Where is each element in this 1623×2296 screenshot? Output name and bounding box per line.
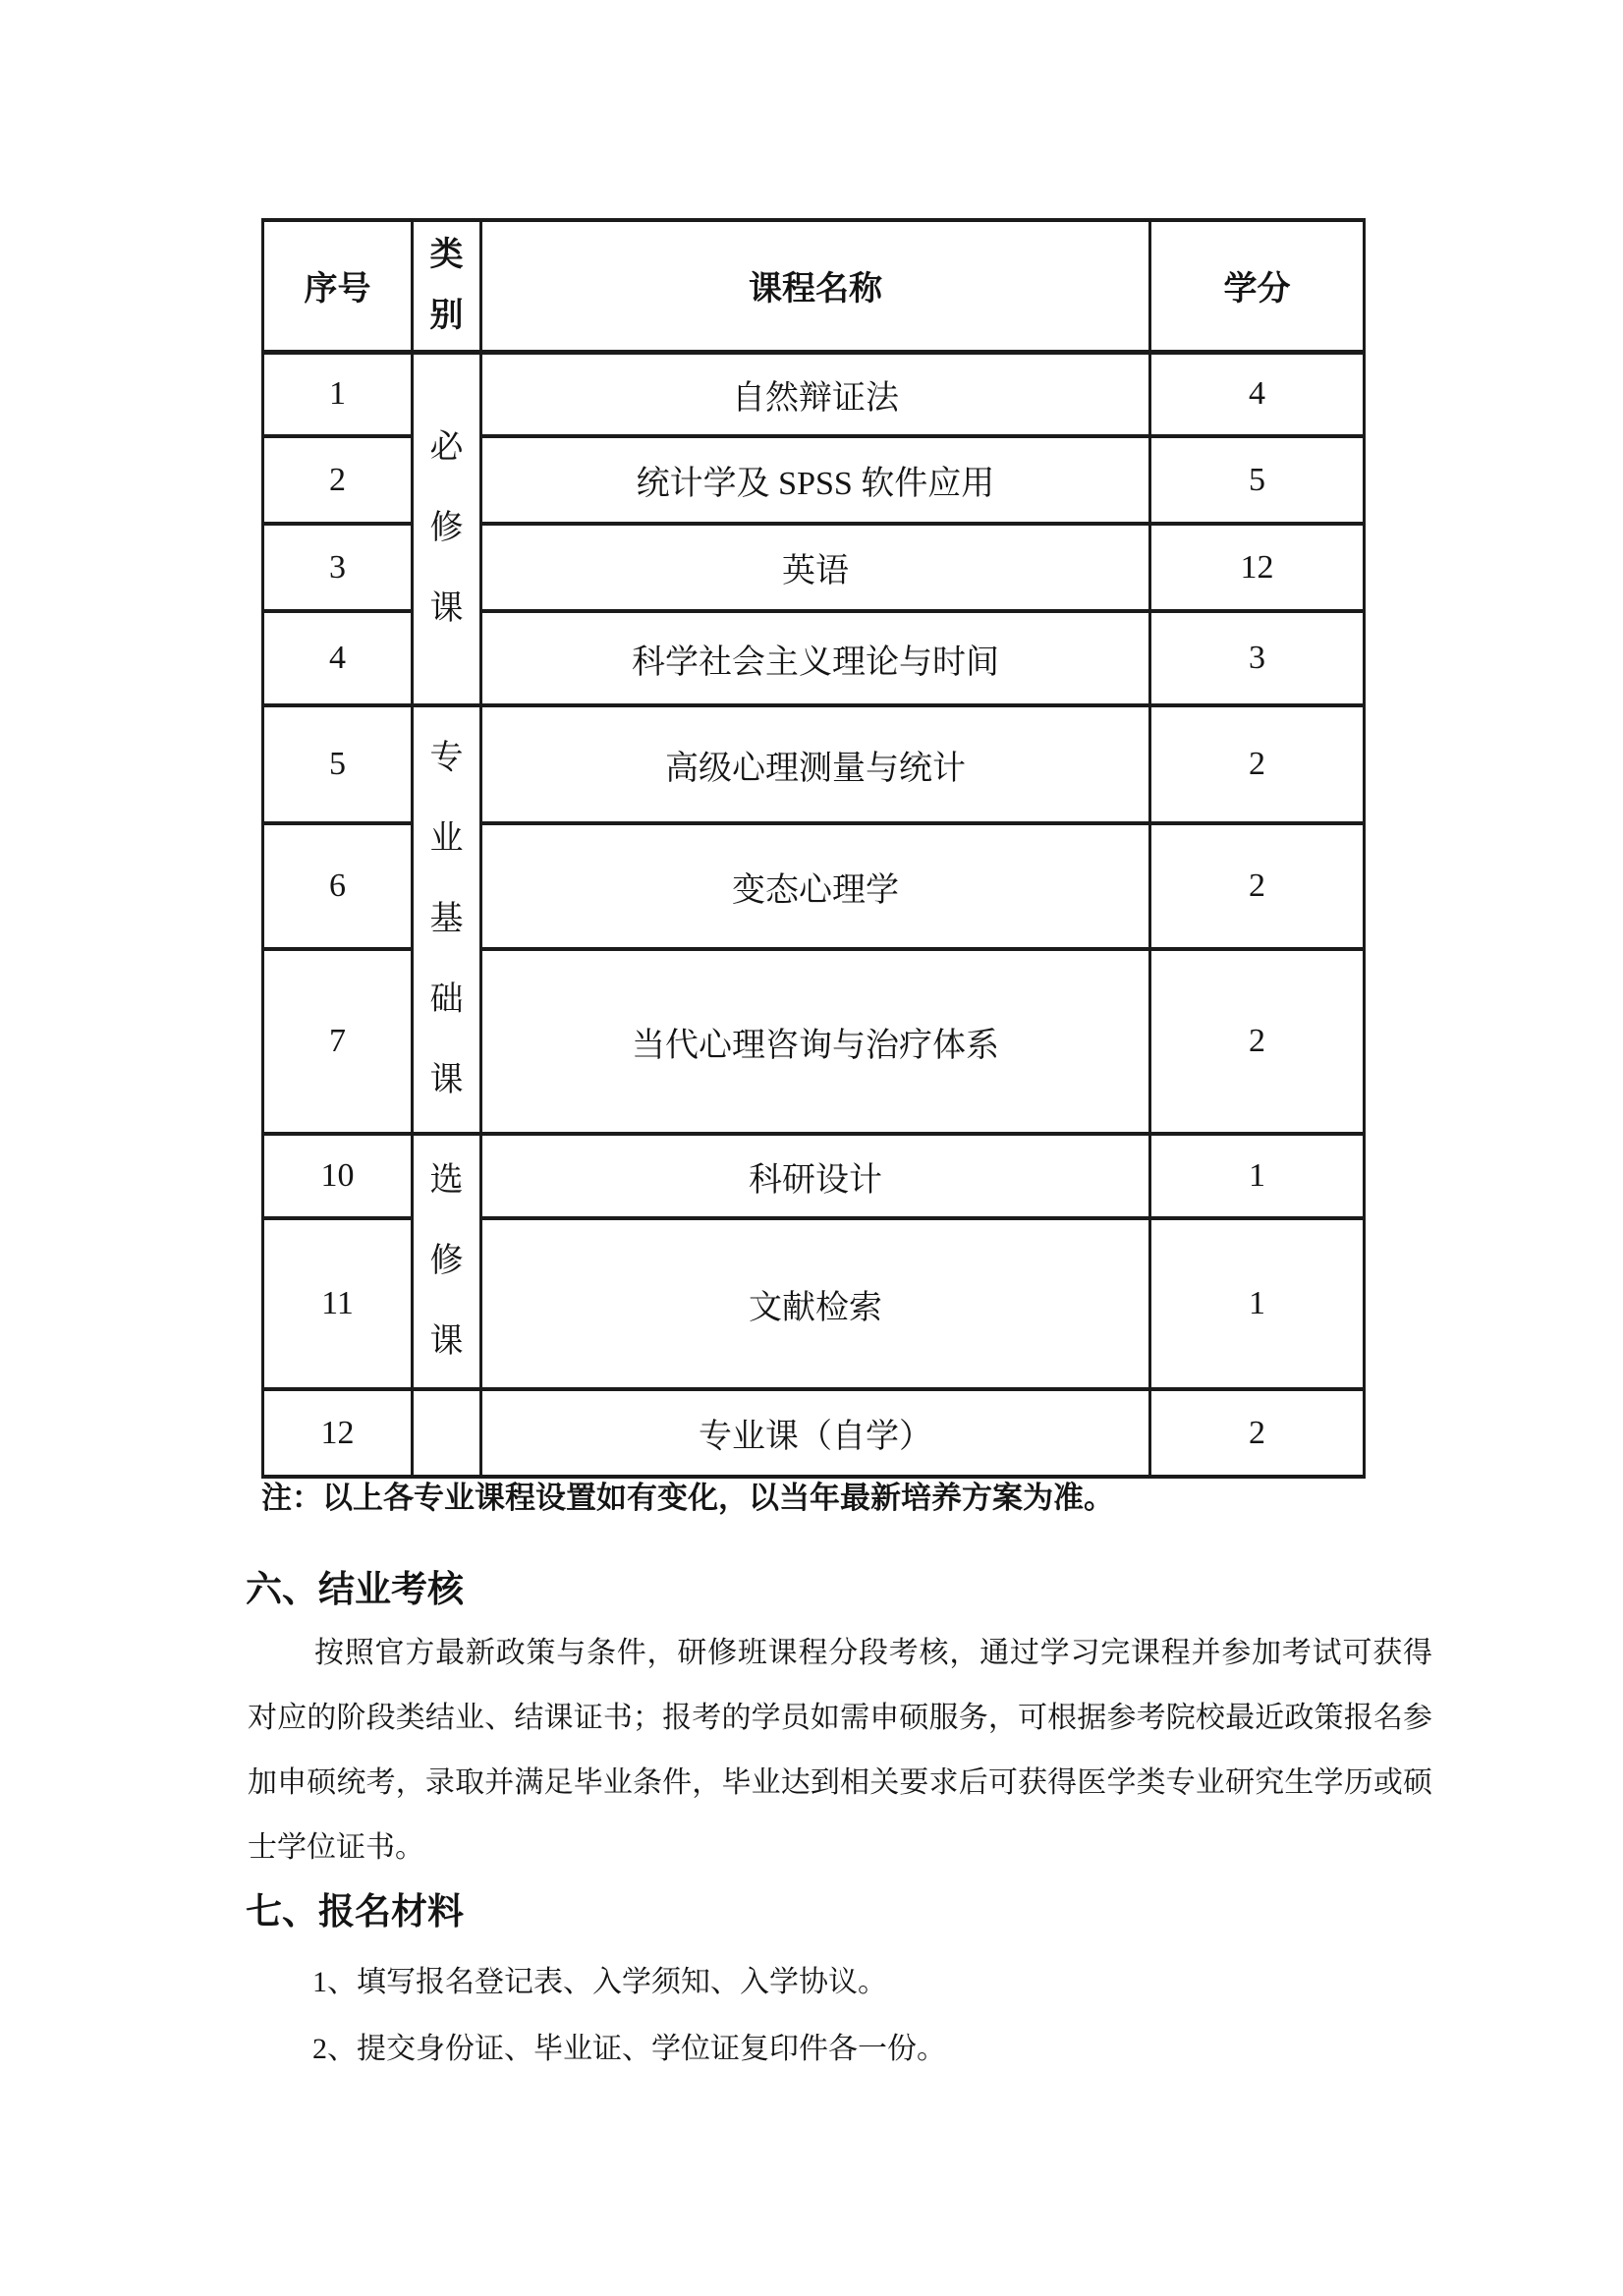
course-name-cell: 科学社会主义理论与时间 bbox=[481, 611, 1150, 705]
course-name-cell: 高级心理测量与统计 bbox=[481, 705, 1150, 823]
row-number-cell: 10 bbox=[263, 1134, 413, 1218]
category-text: 必 修 课 bbox=[429, 429, 464, 628]
course-name-cell: 自然辩证法 bbox=[481, 352, 1150, 436]
credits-cell: 2 bbox=[1150, 705, 1365, 823]
course-name-cell: 变态心理学 bbox=[481, 823, 1150, 949]
application-material-item: 2、提交身份证、毕业证、学位证复印件各一份。 bbox=[312, 2033, 946, 2065]
row-number-cell: 7 bbox=[263, 949, 413, 1134]
credits-cell: 4 bbox=[1150, 352, 1365, 436]
table-row bbox=[263, 1134, 1365, 1218]
table-row bbox=[263, 352, 1365, 436]
table-row bbox=[263, 1389, 1365, 1477]
application-material-item: 1、填写报名登记表、入学须知、入学协议。 bbox=[312, 1966, 887, 1998]
header-course: 课程名称 bbox=[481, 220, 1150, 352]
row-number-cell: 2 bbox=[263, 436, 413, 524]
category-text: 选 修 课 bbox=[429, 1162, 464, 1360]
course-name-cell: 英语 bbox=[481, 524, 1150, 611]
category-text: 专 业 基 础 课 bbox=[429, 740, 464, 1098]
header-no: 序号 bbox=[263, 220, 413, 352]
credits-cell: 5 bbox=[1150, 436, 1365, 524]
table-note: 注：以上各专业课程设置如有变化，以当年最新培养方案为准。 bbox=[261, 1481, 1114, 1515]
row-number-cell: 12 bbox=[263, 1389, 413, 1477]
graduation-assessment-paragraph: 按照官方最新政策与条件，研修班课程分段考核，通过学习完课程并参加考试可获得对应的阶段类结业、结课证书；报考的学员如需申硕服务，可根据参考院校最近政策报名参加申硕统考，录取并满足毕业条件，毕业达到相关要求后可获得医学类专业研究生学历或硕士学位证书。 bbox=[248, 1637, 1432, 1864]
course-name-cell: 当代心理咨询与治疗体系 bbox=[481, 949, 1150, 1134]
credits-cell: 1 bbox=[1150, 1218, 1365, 1389]
category-cell-required bbox=[413, 352, 481, 705]
category-cell-professional-basic bbox=[413, 705, 481, 1134]
row-number-cell: 5 bbox=[263, 705, 413, 823]
credits-cell: 2 bbox=[1150, 949, 1365, 1134]
header-category-text: 类 别 bbox=[429, 236, 464, 334]
row-number-cell: 6 bbox=[263, 823, 413, 949]
credits-cell: 2 bbox=[1150, 1389, 1365, 1477]
category-cell-empty bbox=[413, 1389, 481, 1477]
header-credits: 学分 bbox=[1150, 220, 1365, 352]
table-row bbox=[263, 705, 1365, 823]
credits-cell: 3 bbox=[1150, 611, 1365, 705]
row-number-cell: 3 bbox=[263, 524, 413, 611]
row-number-cell: 11 bbox=[263, 1218, 413, 1389]
course-name-cell: 文献检索 bbox=[481, 1218, 1150, 1389]
credits-cell: 1 bbox=[1150, 1134, 1365, 1218]
header-category bbox=[413, 220, 481, 352]
course-name-cell: 专业课（自学） bbox=[481, 1389, 1150, 1477]
course-name-cell: 科研设计 bbox=[481, 1134, 1150, 1218]
credits-cell: 2 bbox=[1150, 823, 1365, 949]
course-name-cell: 统计学及 SPSS 软件应用 bbox=[481, 436, 1150, 524]
section-heading-graduation-assessment: 六、结业考核 bbox=[246, 1570, 464, 1610]
table-header-row bbox=[263, 220, 1365, 352]
row-number-cell: 4 bbox=[263, 611, 413, 705]
credits-cell: 12 bbox=[1150, 524, 1365, 611]
course-table bbox=[261, 218, 1366, 1479]
category-cell-elective bbox=[413, 1134, 481, 1389]
row-number-cell: 1 bbox=[263, 352, 413, 436]
section-heading-application-materials: 七、报名材料 bbox=[246, 1892, 464, 1932]
